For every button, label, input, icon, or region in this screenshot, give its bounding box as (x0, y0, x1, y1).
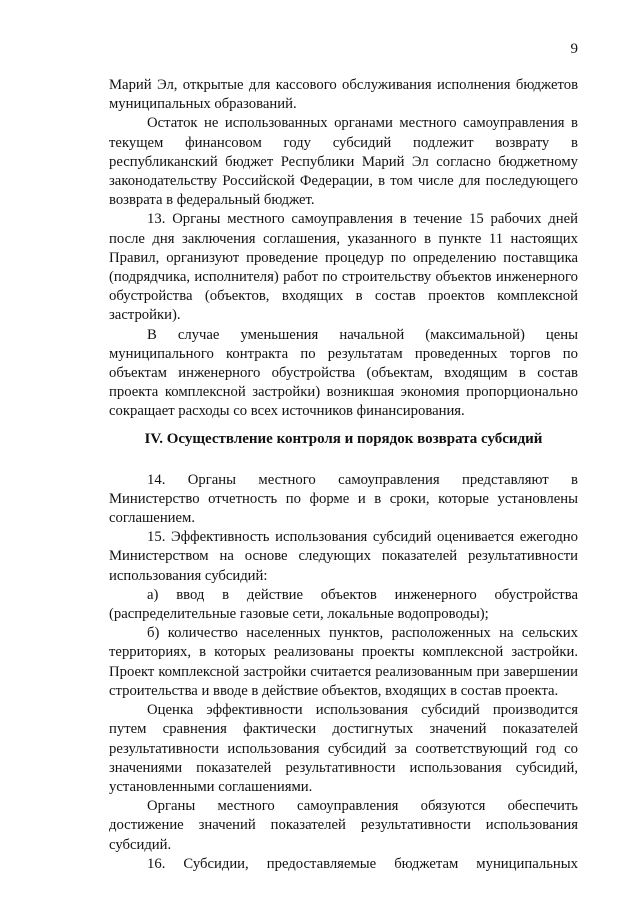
list-item: б) количество населенных пунктов, расположенных на сельских территориях, в которых реализованы проекты комплексной застройки. Проект комплексной застройки считается реализованным при завершении строительства и вводе в действие объектов, входящих в состав проекта. (109, 625, 578, 699)
paragraph: Оценка эффективности использования субсидий производится путем сравнения фактически достигнутых значений показателей результативности использования субсидий за соответствующий год со значениями показателей результативности использования субсидий, установленными соглашениями. (109, 702, 578, 795)
paragraph: В случае уменьшения начальной (максимальной) цены муниципального контракта по результатам проведенных торгов по объектам инженерного обустройства (объектам, входящим в состав проекта комплексной застройки) возникшая экономия пропорционально сокращает расходы со всех источников финансирования. (109, 326, 578, 420)
page-number: 9 (570, 41, 578, 57)
paragraph: Остаток не использованных органами местного самоуправления в текущем финансовом году субсидий подлежит возврату в республиканский бюджет Республики Марий Эл согласно бюджетному законодательству Российской Федерации, в том числе для последующего возврата в федеральный бюджет. (109, 115, 578, 209)
paragraph: Органы местного самоуправления обязуются обеспечить достижение значений показателей результативности использования субсидий. (109, 798, 578, 853)
section-heading: IV. Осуществление контроля и порядок возврата субсидий (144, 430, 543, 447)
document-body (109, 76, 578, 874)
list-item: а) ввод в действие объектов инженерного обустройства (распределительные газовые сети, локальные водопроводы); (109, 586, 578, 623)
paragraph: 13. Органы местного самоуправления в течение 15 рабочих дней после дня заключения соглашения, указанного в пункте 11 настоящих Правил, организуют проведение процедур по определению поставщика (подрядчика, исполнителя) работ по строительству объектов инженерного обустройства (объектов, входящих в состав проектов комплексной застройки). (109, 211, 578, 324)
paragraph: 15. Эффективность использования субсидий оценивается ежегодно Министерством на основе следующих показателей результативности использования субсидий: (109, 529, 578, 584)
paragraph: 16. Субсидии, предоставляемые бюджетам муниципальных (147, 855, 578, 872)
paragraph: 14. Органы местного самоуправления представляют в Министерство отчетность по форме и в сроки, которые установлены соглашением. (109, 471, 578, 527)
paragraph: Марий Эл, открытые для кассового обслуживания исполнения бюджетов муниципальных образований. (109, 77, 578, 113)
